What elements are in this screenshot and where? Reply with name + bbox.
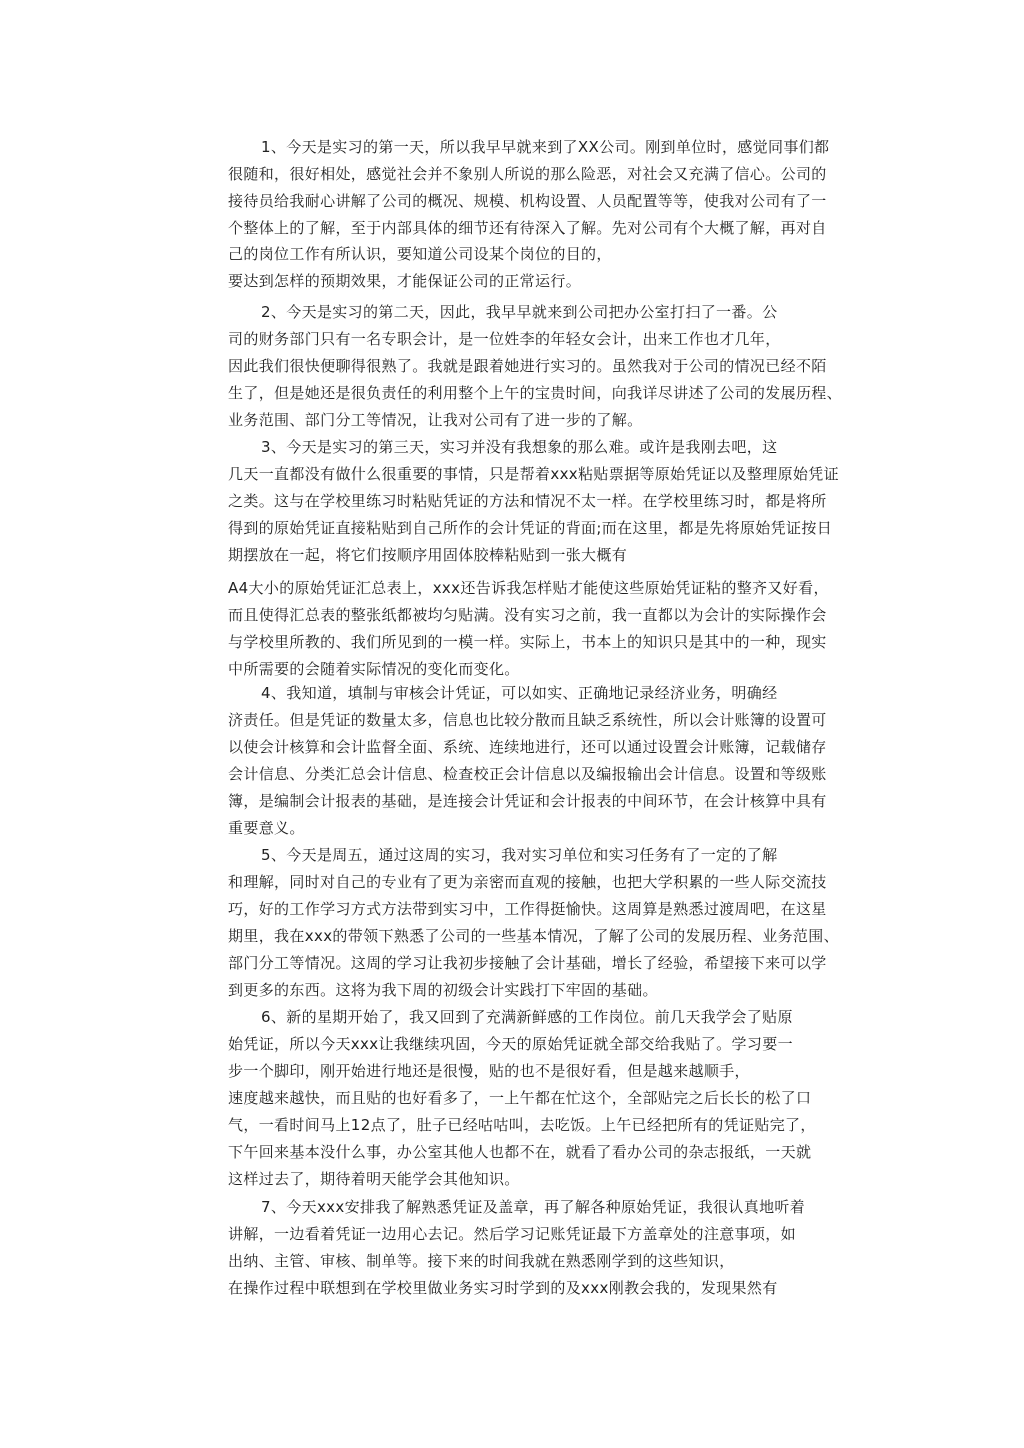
text-line: 始凭证，所以今天xxx让我继续巩固，今天的原始凭证就全部交给我贴了。学习要一 — [228, 1035, 793, 1053]
text-line: 4、我知道，填制与审核会计凭证，可以如实、正确地记录经济业务，明确经 — [261, 684, 778, 702]
text-line: 在操作过程中联想到在学校里做业务实习时学到的及xxx刚教会我的，发现果然有 — [228, 1279, 778, 1297]
text-line: 以使会计核算和会计监督全面、系统、连续地进行，还可以通过设置会计账簿，记载储存 — [228, 738, 827, 756]
text-line: 济责任。但是凭证的数量太多，信息也比较分散而且缺乏系统性，所以会计账簿的设置可 — [228, 711, 827, 729]
text-line: 出纳、主管、审核、制单等。接下来的时间我就在熟悉刚学到的这些知识， — [228, 1252, 735, 1270]
text-line: 3、今天是实习的第三天，实习并没有我想象的那么难。或许是我刚去吧，这 — [261, 438, 778, 456]
text-line: 个整体上的了解，至于内部具体的细节还有待深入了解。先对公司有个大概了解，再对自 — [228, 219, 827, 237]
text-line: 之类。这与在学校里练习时粘贴凭证的方法和情况不太一样。在学校里练习时，都是将所 — [228, 492, 827, 510]
text-line: 而且使得汇总表的整张纸都被均匀贴满。没有实习之前，我一直都以为会计的实际操作会 — [228, 606, 827, 624]
text-line: 和理解，同时对自己的专业有了更为亲密而直观的接触，也把大学积累的一些人际交流技 — [228, 873, 827, 891]
text-line: 中所需要的会随着实际情况的变化而变化。 — [228, 660, 520, 678]
text-line: 下午回来基本没什么事，办公室其他人也都不在，就看了看办公司的杂志报纸，一天就 — [228, 1143, 812, 1161]
text-line: 很随和，很好相处，感觉社会并不象别人所说的那么险恶，对社会又充满了信心。公司的 — [228, 165, 827, 183]
text-line: A4大小的原始凭证汇总表上，xxx还告诉我怎样贴才能使这些原始凭证粘的整齐又好看， — [228, 579, 829, 597]
text-line: 司的财务部门只有一名专职会计，是一位姓李的年轻女会计，出来工作也才几年， — [228, 330, 781, 348]
text-line: 6、新的星期开始了，我又回到了充满新鲜感的工作岗位。前几天我学会了贴原 — [261, 1008, 793, 1026]
text-line: 巧，好的工作学习方式方法带到实习中，工作得挺愉快。这周算是熟悉过渡周吧，在这星 — [228, 900, 827, 918]
text-line: 得到的原始凭证直接粘贴到自己所作的会计凭证的背面;而在这里，都是先将原始凭证按日 — [228, 519, 833, 537]
text-line: 己的岗位工作有所认识，要知道公司设某个岗位的目的， — [228, 245, 612, 263]
text-line: 期摆放在一起，将它们按顺序用固体胶棒粘贴到一张大概有 — [228, 546, 628, 564]
text-line: 7、今天xxx安排我了解熟悉凭证及盖章，再了解各种原始凭证，我很认真地听着 — [261, 1198, 806, 1216]
text-line: 部门分工等情况。这周的学习让我初步接触了会计基础，增长了经验，希望接下来可以学 — [228, 954, 827, 972]
text-line: 重要意义。 — [228, 819, 305, 837]
text-line: 几天一直都没有做什么很重要的事情，只是帮着xxx粘贴票据等原始凭证以及整理原始凭证 — [228, 465, 839, 483]
text-line: 业务范围、部门分工等情况，让我对公司有了进一步的了解。 — [228, 411, 643, 429]
text-line: 期里，我在xxx的带领下熟悉了公司的一些基本情况，了解了公司的发展历程、业务范围、 — [228, 927, 839, 945]
text-line: 接待员给我耐心讲解了公司的概况、规模、机构设置、人员配置等等，使我对公司有了一 — [228, 192, 827, 210]
text-line: 步一个脚印，刚开始进行地还是很慢，贴的也不是很好看，但是越来越顺手， — [228, 1062, 750, 1080]
text-line: 5、今天是周五，通过这周的实习，我对实习单位和实习任务有了一定的了解 — [261, 846, 778, 864]
text-line: 讲解，一边看着凭证一边用心去记。然后学习记账凭证最下方盖章处的注意事项，如 — [228, 1225, 796, 1243]
text-line: 簿，是编制会计报表的基础，是连接会计凭证和会计报表的中间环节，在会计核算中具有 — [228, 792, 827, 810]
text-line: 1、今天是实习的第一天，所以我早早就来到了XX公司。刚到单位时，感觉同事们都 — [261, 138, 830, 156]
text-line: 会计信息、分类汇总会计信息、检查校正会计信息以及编报输出会计信息。设置和等级账 — [228, 765, 827, 783]
text-line: 与学校里所教的、我们所见到的一模一样。实际上，书本上的知识只是其中的一种，现实 — [228, 633, 827, 651]
text-line: 这样过去了，期待着明天能学会其他知识。 — [228, 1170, 520, 1188]
text-line: 因此我们很快便聊得很熟了。我就是跟着她进行实习的。虽然我对于公司的情况已经不陌 — [228, 357, 827, 375]
text-line: 要达到怎样的预期效果，才能保证公司的正常运行。 — [228, 272, 582, 290]
text-line: 气，一看时间马上12点了，肚子已经咕咕叫，去吃饭。上午已经把所有的凭证贴完了， — [228, 1116, 816, 1134]
text-line: 到更多的东西。这将为我下周的初级会计实践打下牢固的基础。 — [228, 981, 658, 999]
text-line: 速度越来越快，而且贴的也好看多了，一上午都在忙这个，全部贴完之后长长的松了口 — [228, 1089, 812, 1107]
text-line: 2、今天是实习的第二天，因此，我早早就来到公司把办公室打扫了一番。公 — [261, 303, 778, 321]
text-line: 生了，但是她还是很负责任的利用整个上午的宝贵时间，向我详尽讲述了公司的发展历程、 — [228, 384, 843, 402]
